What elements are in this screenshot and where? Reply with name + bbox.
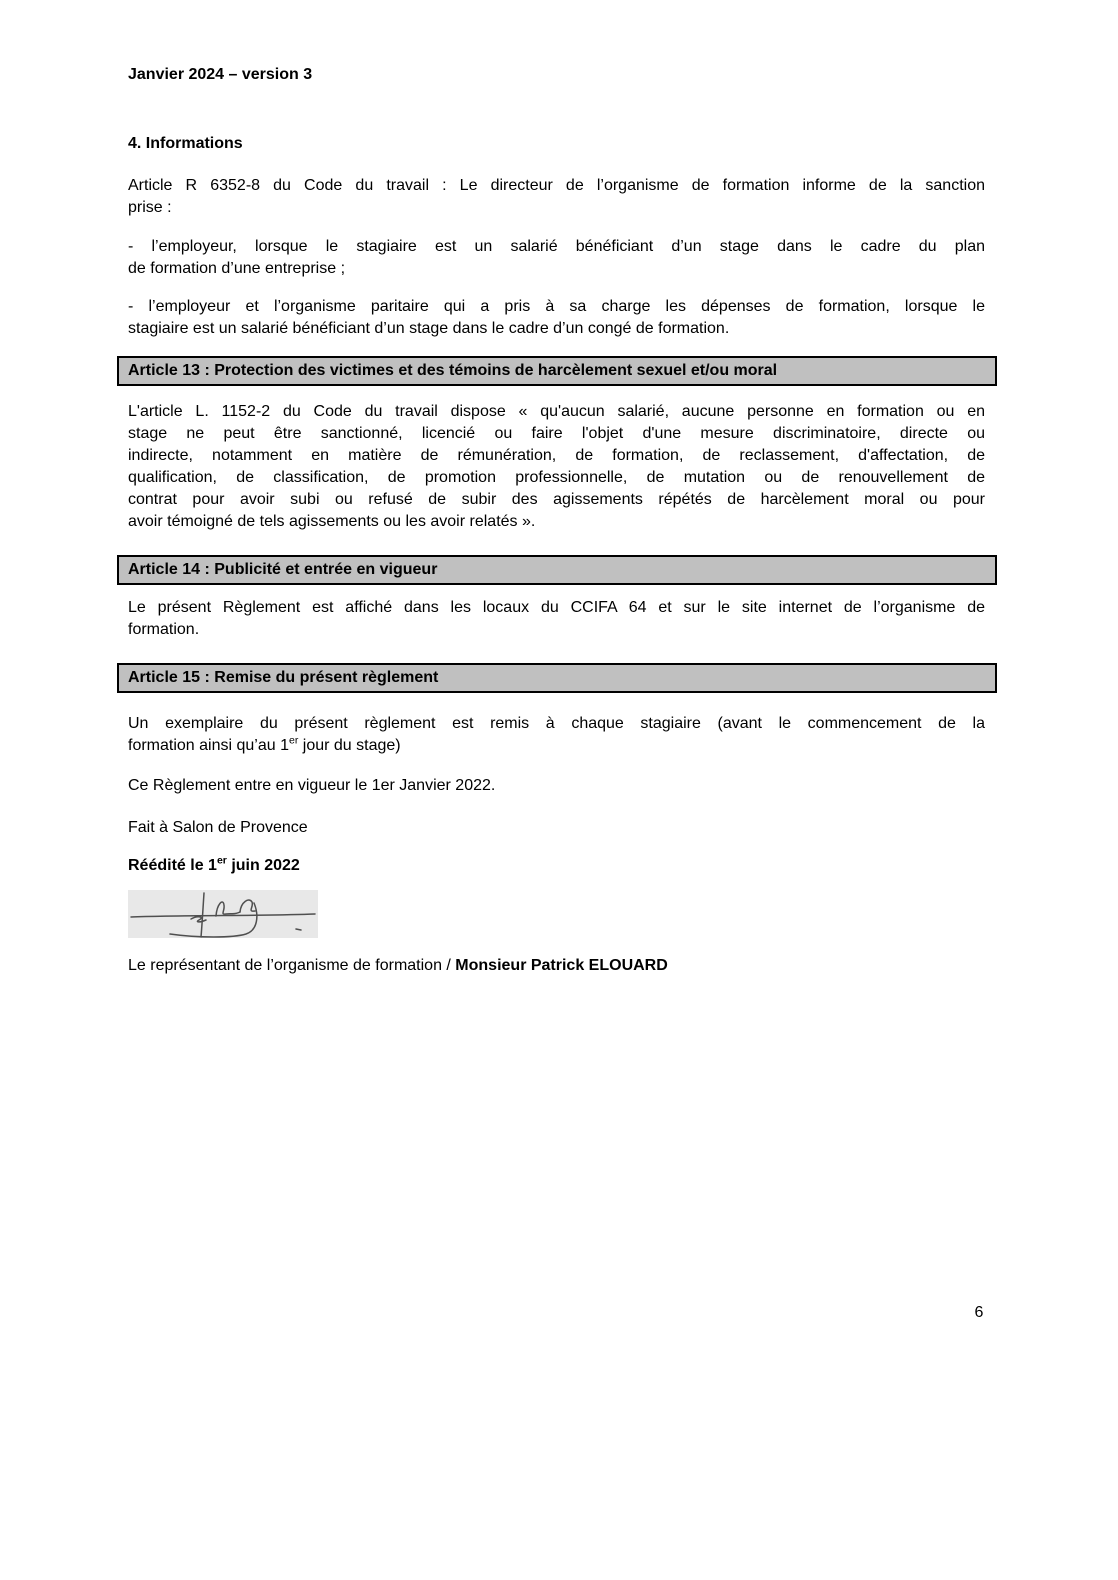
paragraph-fait-a: Fait à Salon de Provence [128, 819, 308, 836]
text-line: prise : [128, 199, 172, 216]
article-14-title: Article 14 : Publicité et entrée en vigueur [128, 561, 438, 578]
bullet-plan-formation [128, 236, 985, 280]
superscript-er: er [288, 734, 299, 747]
page-number: 6 [974, 1304, 984, 1321]
superscript-er: er [216, 854, 227, 867]
text-line: stage ne peut être sanctionné, licencié ou faire l'objet d'une mesure discriminatoire, directe ou [128, 425, 985, 442]
text-line: formation. [128, 621, 200, 638]
bullet-conge-formation [128, 296, 985, 340]
text-line: contrat pour avoir subi ou refusé de subir des agissements répétés de harcèlement moral ou pour [128, 491, 985, 508]
text-line [128, 735, 985, 757]
text-line: Article R 6352-8 du Code du travail : Le directeur de l’organisme de formation informe de la sanction [128, 177, 985, 194]
article-13-header-bar [117, 356, 997, 386]
page-header-date: Janvier 2024 – version 3 [128, 66, 313, 83]
text-line: L'article L. 1152-2 du Code du travail dispose « qu'aucun salarié, aucune personne en formation ou en [128, 403, 985, 420]
paragraph-reedite [128, 855, 985, 877]
text-line: - l’employeur et l’organisme paritaire qui a pris à sa charge les dépenses de formation, lorsque le [128, 298, 985, 315]
text-line: indirecte, notamment en matière de rémunération, de formation, de reclassement, d'affectation, de [128, 447, 985, 464]
article-13-body [128, 401, 985, 533]
article-14-body [128, 597, 985, 641]
paragraph-intro-r6352 [128, 175, 985, 219]
text-line: - l’employeur, lorsque le stagiaire est un salarié bénéficiant d’un stage dans le cadre du plan [128, 238, 985, 255]
text-segment: Réédité le 1 [128, 857, 217, 874]
article-15-header-bar [117, 663, 997, 693]
article-13-title: Article 13 : Protection des victimes et des témoins de harcèlement sexuel et/ou moral [128, 362, 778, 379]
text-segment: formation ainsi qu’au 1 [128, 737, 289, 754]
paragraph-entree-vigueur: Ce Règlement entre en vigueur le 1er Janvier 2022. [128, 777, 496, 794]
article-15-title: Article 15 : Remise du présent règlement [128, 669, 439, 686]
document-content [128, 64, 985, 977]
paragraph-representant [128, 955, 985, 977]
text-line: Un exemplaire du présent règlement est remis à chaque stagiaire (avant le commencement de la [128, 715, 985, 732]
text-line: stagiaire est un salarié bénéficiant d’un stage dans le cadre d’un congé de formation. [128, 320, 730, 337]
paragraph-remise [128, 713, 985, 757]
text-segment: juin 2022 [226, 857, 300, 874]
representant-name: Monsieur Patrick ELOUARD [455, 957, 668, 974]
text-segment: Le représentant de l’organisme de formation / [128, 957, 456, 974]
text-line: qualification, de classification, de promotion professionnelle, de mutation ou de renouvellement de [128, 469, 985, 486]
text-line: avoir témoigné de tels agissements ou les avoir relatés ». [128, 513, 536, 530]
text-line: Le présent Règlement est affiché dans les locaux du CCIFA 64 et sur le site internet de l’organisme de [128, 599, 985, 616]
text-segment: jour du stage) [298, 737, 401, 754]
section-heading-informations: 4. Informations [128, 135, 243, 152]
signature-image [128, 890, 318, 938]
text-line: de formation d’une entreprise ; [128, 260, 346, 277]
article-14-header-bar [117, 555, 997, 585]
